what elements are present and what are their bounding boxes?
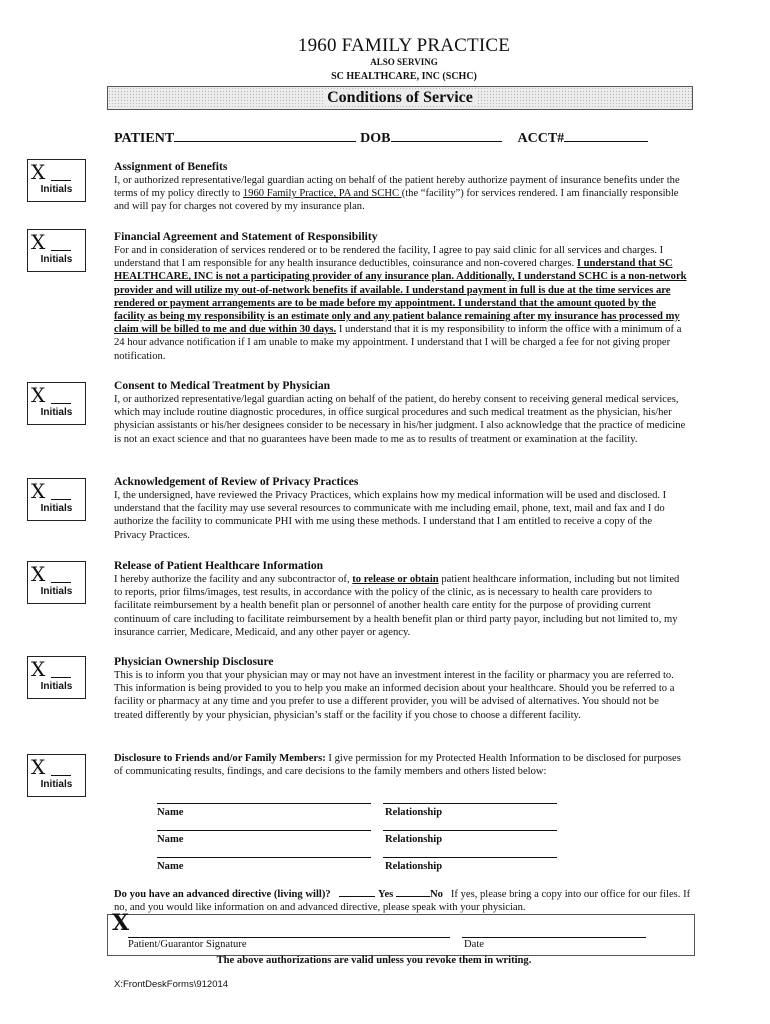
x-mark: X [31,230,46,254]
x-mark: X [31,562,46,586]
family-relationship-field-3[interactable] [383,857,557,858]
initials-label: Initials [40,407,73,418]
signature-label: Patient/Guarantor Signature [128,939,247,950]
initials-box-privacy[interactable] [27,478,86,521]
section-body: I give permission for my Protected Health Information to be disclosed for purposes of communicating results, findings, and care decisions to the family members and others listed below: [114,753,681,778]
advance-directive-instructions: If yes, please bring a copy into our office for our files. If no, and you would like information on and advanced directive, please speak with your physician. [114,889,691,914]
patient-info-row [114,128,648,147]
advance-directive-question: Do you have an advanced directive (living will)? [114,889,331,900]
advance-directive-block [114,886,694,914]
release-emphasis: to release or obtain [352,574,439,585]
advance-directive-no-field[interactable] [396,886,430,897]
initials-label: Initials [40,586,73,597]
section-heading: Acknowledgement of Review of Privacy Practices [114,475,359,488]
x-mark: X [31,383,46,407]
signature-x-mark: X [112,910,130,936]
patient-label: PATIENT [114,131,175,146]
also-serving-label: ALSO SERVING [370,57,438,67]
name-label: Name [157,861,184,872]
section-privacy [114,475,687,542]
family-relationship-field-1[interactable] [383,803,557,804]
section-body: This is to inform you that your physician may or may not have an investment interest in the facility or pharmacy you are referred to. This information is being provided to you to help you make an informed decision about your healthcare. Should you be referred to a facility or pharmacy at any time and you prefer to use a different provider, you will be advised of alternatives. You should not be treated differently by your physician, physician’s staff or the facility if you chose to choose a different facility. [114,670,675,721]
organization-name: SC HEALTHCARE, INC (SCHC) [331,71,477,82]
initials-box-consent[interactable] [27,382,86,425]
initials-label: Initials [40,254,73,265]
family-row-3 [157,861,183,872]
advance-directive-yes-field[interactable] [339,886,375,897]
section-heading: Release of Patient Healthcare Information [114,559,324,572]
initials-label: Initials [40,779,73,790]
x-mark: X [31,657,46,681]
name-label: Name [157,834,184,845]
family-row-2-relationship [385,834,442,845]
family-row-3-relationship [385,861,442,872]
family-name-field-3[interactable] [157,857,371,858]
family-name-field-2[interactable] [157,830,371,831]
section-disclosure [114,752,687,778]
section-heading: Assignment of Benefits [114,160,228,173]
relationship-label: Relationship [385,834,443,845]
signature-field[interactable] [128,937,450,938]
section-body: I, or authorized representative/legal guardian acting on behalf of the patient hereby authorize payment of insurance benefits under the terms of my policy directly to 1960 Family Practice, PA and SCHC (the “facility”) for services rendered. I am financially responsible and will pay for charges not covered by my insurance plan. [114,175,680,213]
relationship-label: Relationship [385,807,443,818]
section-body: I hereby authorize the facility and any subcontractor of, to release or obtain patient healthcare information, including but not limited to reports, prior films/images, test results, in accordance with the policy of the clinic, as is necessary to health care providers to facilitate reimbursement by a health benefit plan or personnel of another health care entity for the purpose of providing current continuum of care including to facilitate reimbursement by a health benefit plan or third party payor, including but not limited to, my insurance carrier, Medicare, Medicaid, and any other payer or agency. [114,574,680,638]
initials-label: Initials [40,184,73,195]
section-heading: Disclosure to Friends and/or Family Members: [114,753,326,764]
initials-box-release[interactable] [27,561,86,604]
file-path: X:FrontDeskForms\912014 [114,979,229,990]
section-heading: Consent to Medical Treatment by Physician [114,379,331,392]
section-consent [114,379,687,446]
family-row-1-relationship [385,807,442,818]
practice-title: 1960 FAMILY PRACTICE [297,35,511,56]
family-name-field-1[interactable] [157,803,371,804]
section-release [114,559,687,639]
family-row-2 [157,834,183,845]
section-body: I, the undersigned, have reviewed the Privacy Practices, which explains how my medical information will be used and disclosed. I understand that the facility may use several resources to communicate with me including email, phone, text, mail and fax and I do authorize the facility to communicate PHI with me using these methods. I understand that I am entitled to receive a copy of the Privacy Practices. [114,490,667,541]
section-ownership [114,655,687,722]
form-title-banner [107,86,693,110]
x-mark: X [31,160,46,184]
initials-box-disclosure[interactable] [27,754,86,797]
initials-box-ownership[interactable] [27,656,86,699]
section-heading: Physician Ownership Disclosure [114,655,274,668]
date-label: Date [464,939,484,950]
x-mark: X [31,755,46,779]
family-row-1 [157,807,183,818]
financial-emphasis: I understand that SC HEALTHCARE, INC is not a participating provider of any insurance plan. Additionally, I understand SCHC is a non-network provider and will utilize my out-of-network benefits if available. I understand payment in full is due at the time services are rendered or payment arrangements are to be made before my appointment. I understand that the amount quoted by the facility as being my responsibility is an estimate only and any patient balance remaining after my insurance has processed my claim will be billed to me and due within 30 days. [114,258,687,336]
section-body: I, or authorized representative/legal guardian acting on behalf of the patient, do hereby consent to receiving general medical services, which may include routine diagnostic procedures, in office surgical procedures and such medical treatment as the physician, his/her physician assistants or his/her designees consider to be necessary in his/her judgment. I also acknowledge that the practice of medicine is not an exact science and that no guarantees have been made to me as to results of treatment or examination at the facility. [114,394,686,445]
initials-box-assignment[interactable] [27,159,86,202]
acct-label: ACCT# [517,131,565,146]
relationship-label: Relationship [385,861,443,872]
yes-label: Yes [378,889,394,900]
name-label: Name [157,807,184,818]
section-body: For and in consideration of services rendered or to be rendered the facility, I agree to pay said clinic for all services and charges. I understand that I am responsible for any health insurance deductibles, coinsurance and non-covered charges. I understand that SC HEALTHCARE, INC is not a participating provider of any insurance plan. Additionally, I understand SCHC is a non-network provider and will utilize my out-of-network benefits if available. I understand payment in full is due at the time services are rendered or payment arrangements are to be made before my appointment. I understand that the amount quoted by the facility as being my responsibility is an estimate only and any patient balance remaining after my insurance has processed my claim will be billed to me and due within 30 days. I understand that it is my responsibility to inform the office with a minimum of a 24 hour advance notification if I am unable to make my appointment. I understand that I will be charged a fee for not giving proper notification. [114,245,687,362]
initials-box-financial[interactable] [27,229,86,272]
initials-label: Initials [40,681,73,692]
date-field[interactable] [462,937,646,938]
section-assignment [114,160,687,214]
x-mark: X [31,479,46,503]
section-heading: Financial Agreement and Statement of Responsibility [114,230,378,243]
initials-label: Initials [40,503,73,514]
section-financial [114,230,687,363]
authorization-note: The above authorizations are valid unless you revoke them in writing. [216,955,532,966]
dob-label: DOB [360,131,391,146]
form-title: Conditions of Service [323,89,477,106]
family-relationship-field-2[interactable] [383,830,557,831]
no-label: No [429,889,443,900]
facility-name: 1960 Family Practice, PA and SCHC [242,188,402,200]
acct-field[interactable] [564,128,648,142]
patient-name-field[interactable] [174,128,356,142]
dob-field[interactable] [391,128,502,142]
